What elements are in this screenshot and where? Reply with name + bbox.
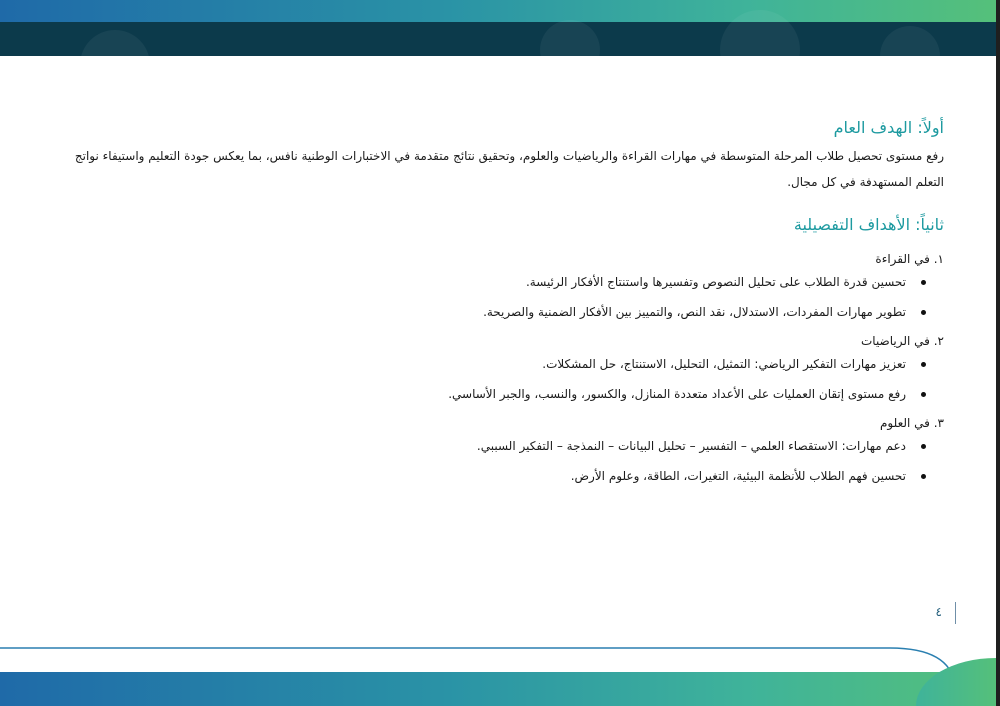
list-item: تطوير مهارات المفردات، الاستدلال، نقد النص، والتمييز بين الأفكار الضمنية والصريحة. bbox=[44, 304, 928, 320]
detailed-goals-heading: ثانياً: الأهداف التفصيلية bbox=[793, 215, 944, 234]
goal-group-math bbox=[44, 334, 944, 402]
general-goal-text: رفع مستوى تحصيل طلاب المرحلة المتوسطة في مهارات القراءة والرياضيات والعلوم، وتحقيق نتائج متقدمة في الاختبارات الوطنية نافس، بما يعكس جودة التعليم واستيفاء نواتج التعلم المستهدفة في كل مجال. bbox=[74, 149, 944, 189]
goal-group-reading bbox=[44, 252, 944, 320]
list-item: دعم مهارات: الاستقصاء العلمي – التفسير – تحليل البيانات – النمذجة – التفكير السببي. bbox=[44, 438, 928, 454]
list-item: تحسين قدرة الطلاب على تحليل النصوص وتفسيرها واستنتاج الأفكار الرئيسة. bbox=[44, 274, 928, 290]
header-banner bbox=[0, 0, 996, 56]
list-item: رفع مستوى إتقان العمليات على الأعداد متعددة المنازل، والكسور، والنسب، والجبر الأساسي. bbox=[44, 386, 928, 402]
page-edge bbox=[996, 0, 1000, 706]
goal-group-title: ٢. في الرياضيات bbox=[860, 334, 944, 348]
list-item: تعزيز مهارات التفكير الرياضي: التمثيل، التحليل، الاستنتاج، حل المشكلات. bbox=[44, 356, 928, 372]
goal-group-science bbox=[44, 416, 944, 484]
goal-list bbox=[44, 274, 944, 320]
general-goal-heading: أولاً: الهدف العام bbox=[833, 118, 944, 137]
goal-list bbox=[44, 356, 944, 402]
page-content bbox=[44, 118, 944, 498]
header-dark-band bbox=[0, 22, 996, 56]
goal-group-title: ٣. في العلوم bbox=[879, 416, 944, 430]
page-number-divider bbox=[955, 602, 956, 624]
footer-gradient-band bbox=[0, 672, 996, 706]
goal-list bbox=[44, 438, 944, 484]
header-gradient-stripe bbox=[0, 0, 996, 22]
list-item: تحسين فهم الطلاب للأنظمة البيئية، التغيرات، الطاقة، وعلوم الأرض. bbox=[44, 468, 928, 484]
page-number: ٤ bbox=[935, 605, 942, 619]
goal-group-title: ١. في القراءة bbox=[875, 252, 944, 266]
